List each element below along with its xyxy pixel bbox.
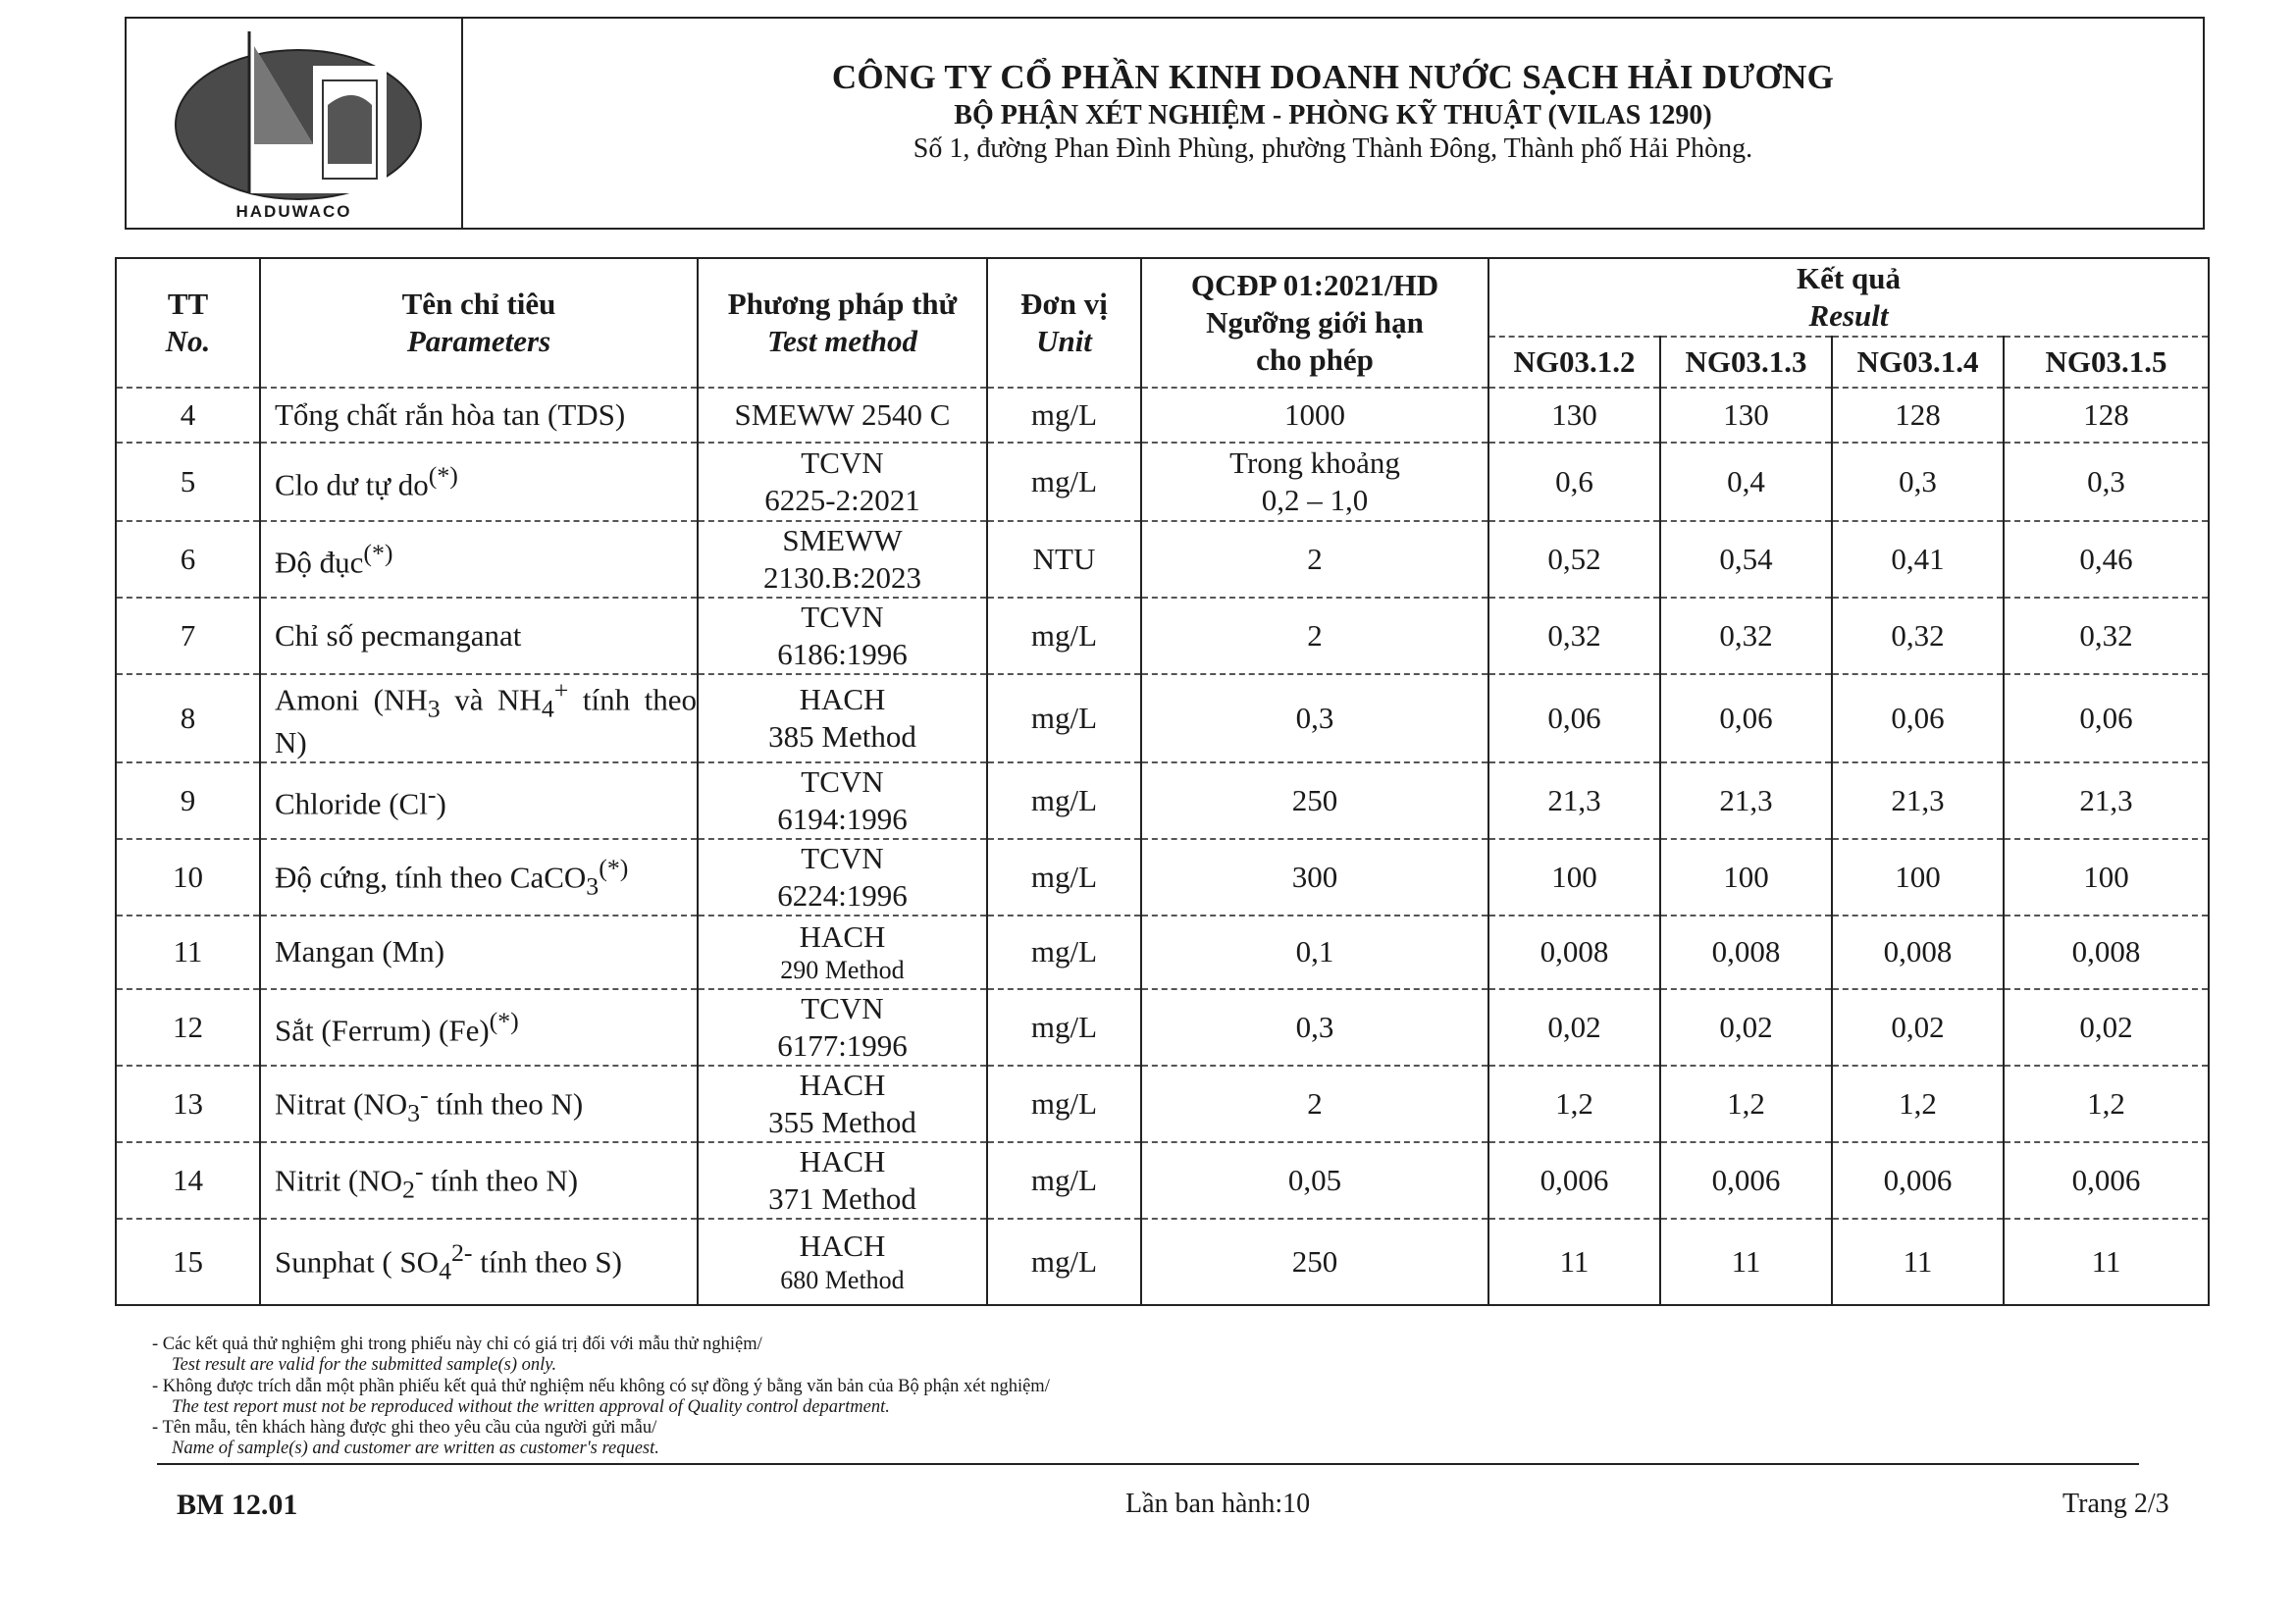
row-limit	[1141, 916, 1488, 989]
row-limit	[1141, 762, 1488, 839]
col-header-no: TT No.	[116, 258, 260, 388]
table-row	[116, 388, 2209, 443]
result-cell: 0,41	[1832, 521, 2004, 598]
result-cell: 0,32	[1488, 598, 1660, 674]
result-cell: 0,32	[1660, 598, 1832, 674]
page-number: Trang 2/3	[2062, 1489, 2169, 1519]
row-unit: mg/L	[987, 839, 1141, 916]
parameter-name: tính theo N)	[275, 682, 697, 760]
method-line: HACH	[799, 918, 886, 954]
row-method	[698, 674, 987, 762]
col-header-limit: QCĐP 01:2021/HD Ngưỡng giới hạn cho phép	[1141, 258, 1488, 388]
method-line: 371 Method	[768, 1180, 916, 1216]
footer-divider	[157, 1463, 2139, 1465]
row-method	[698, 1142, 987, 1219]
result-cell: 0,06	[1488, 674, 1660, 762]
result-cell: 0,3	[1832, 443, 2004, 521]
row-no: 9	[116, 762, 260, 839]
table-row	[116, 598, 2209, 674]
limit-line: 300	[1291, 859, 1338, 894]
result-cell: 0,02	[1660, 989, 1832, 1066]
result-cell: 21,3	[1660, 762, 1832, 839]
superscript: -	[427, 779, 437, 809]
notes-block	[152, 1335, 1526, 1460]
subscript: 3	[427, 694, 441, 723]
subscript: 3	[586, 871, 600, 901]
method-line: SMEWW 2540 C	[734, 397, 951, 433]
method-line: 290 Method	[780, 956, 905, 985]
method-line: 2130.B:2023	[762, 560, 922, 595]
limit-line: 0,1	[1295, 934, 1334, 969]
row-no: 5	[116, 443, 260, 521]
footnote-mark: (*)	[489, 1006, 519, 1035]
footnote-mark: (*)	[428, 460, 458, 490]
result-cell: 0,006	[1832, 1142, 2004, 1219]
limit-line: 250	[1291, 782, 1338, 817]
row-limit	[1141, 1219, 1488, 1305]
parameter-name: )	[436, 786, 446, 821]
table-row	[116, 443, 2209, 521]
row-unit: NTU	[987, 521, 1141, 598]
row-no: 8	[116, 674, 260, 762]
method-line: 385 Method	[768, 718, 916, 754]
col-header-parameters: Tên chỉ tiêu Parameters	[260, 258, 698, 388]
row-no: 10	[116, 839, 260, 916]
method-line: 6177:1996	[777, 1027, 908, 1063]
result-cell: 0,008	[1488, 916, 1660, 989]
result-cell: 0,008	[2004, 916, 2209, 989]
company-name: CÔNG TY CỔ PHẦN KINH DOANH NƯỚC SẠCH HẢI DƯƠNG	[831, 58, 1835, 96]
result-cell: 0,46	[2004, 521, 2209, 598]
parameter-name: Amoni (NH	[275, 682, 428, 717]
result-cell: 0,4	[1660, 443, 1832, 521]
col-header-unit: Đơn vị Unit	[987, 258, 1141, 388]
footnote-mark: (*)	[363, 538, 393, 567]
result-cell: 0,02	[1488, 989, 1660, 1066]
result-cell: 0,54	[1660, 521, 1832, 598]
row-parameter	[260, 1066, 698, 1142]
row-parameter	[260, 762, 698, 839]
limit-line: Trong khoảng	[1229, 445, 1400, 481]
method-line: TCVN	[801, 764, 884, 800]
note-text-vi: Các kết quả thử nghiệm ghi trong phiếu này chỉ có giá trị đối với mẫu thử nghiệm/	[162, 1335, 762, 1354]
parameter-name: Chloride (Cl	[275, 786, 428, 821]
result-cell: 0,3	[2004, 443, 2209, 521]
note-text-en: Name of sample(s) and customer are written as customer's request.	[172, 1439, 659, 1459]
row-unit: mg/L	[987, 388, 1141, 443]
result-cell: 21,3	[2004, 762, 2209, 839]
superscript: -	[420, 1079, 429, 1109]
table-row	[116, 1219, 2209, 1305]
superscript: +	[553, 676, 569, 705]
result-cell: 0,06	[2004, 674, 2209, 762]
row-no: 15	[116, 1219, 260, 1305]
row-unit: mg/L	[987, 598, 1141, 674]
issue-number: Lần ban hành:10	[1125, 1489, 1311, 1519]
row-parameter	[260, 839, 698, 916]
parameter-name: Clo dư tự do	[275, 467, 429, 502]
result-cell: 0,06	[1660, 674, 1832, 762]
result-cell: 21,3	[1488, 762, 1660, 839]
parameter-name: Nitrat (NO	[275, 1086, 408, 1122]
row-limit	[1141, 388, 1488, 443]
result-cell: 0,008	[1832, 916, 2004, 989]
note-item: - Tên mẫu, tên khách hàng được ghi theo yêu cầu của người gửi mẫu/ Name of sample(s) and customer are written as customer's request.	[152, 1418, 1526, 1460]
limit-line: 2	[1307, 542, 1323, 577]
row-parameter	[260, 598, 698, 674]
row-limit	[1141, 1066, 1488, 1142]
note-text-vi: Không được trích dẫn một phần phiếu kết quả thử nghiệm nếu không có sự đồng ý bằng văn bản của Bộ phận xét nghiệm/	[162, 1376, 1050, 1396]
result-cell: 0,52	[1488, 521, 1660, 598]
result-cell: 11	[2004, 1219, 2209, 1305]
parameter-name: Độ đục	[275, 545, 364, 580]
note-text-vi: Tên mẫu, tên khách hàng được ghi theo yêu cầu của người gửi mẫu/	[162, 1418, 657, 1439]
result-cell: 0,02	[2004, 989, 2209, 1066]
row-unit: mg/L	[987, 1219, 1141, 1305]
col-header-method: Phương pháp thử Test method	[698, 258, 987, 388]
row-method	[698, 1219, 987, 1305]
method-line: 6194:1996	[777, 801, 908, 836]
header-text-block	[463, 19, 2203, 165]
row-limit	[1141, 839, 1488, 916]
row-unit: mg/L	[987, 916, 1141, 989]
result-cell: 1,2	[1488, 1066, 1660, 1142]
note-text-en: Test result are valid for the submitted sample(s) only.	[172, 1355, 557, 1376]
parameter-name: Sắt (Ferrum) (Fe)	[275, 1013, 490, 1048]
result-cell: 11	[1660, 1219, 1832, 1305]
row-method	[698, 916, 987, 989]
result-cell: 130	[1660, 388, 1832, 443]
result-cell: 11	[1488, 1219, 1660, 1305]
parameter-name: Độ cứng, tính theo CaCO	[275, 860, 587, 895]
result-cell: 100	[1488, 839, 1660, 916]
row-unit: mg/L	[987, 1142, 1141, 1219]
row-no: 6	[116, 521, 260, 598]
result-cell: 128	[1832, 388, 2004, 443]
parameter-name: Chỉ số pecmanganat	[275, 618, 522, 654]
row-limit	[1141, 674, 1488, 762]
row-method	[698, 839, 987, 916]
row-method	[698, 388, 987, 443]
parameter-name: tính theo N)	[423, 1163, 579, 1198]
method-line: SMEWW	[782, 523, 903, 558]
row-limit	[1141, 1142, 1488, 1219]
table-row	[116, 521, 2209, 598]
result-cell: 100	[1832, 839, 2004, 916]
result-cell: 0,006	[1488, 1142, 1660, 1219]
parameter-name: Sunphat ( SO	[275, 1244, 440, 1280]
method-line: 355 Method	[768, 1104, 916, 1139]
parameter-name: tính theo S)	[472, 1244, 622, 1280]
company-address: Số 1, đường Phan Đình Phùng, phường Thành Đông, Thành phố Hải Phòng.	[913, 133, 1753, 164]
col-header-sample: NG03.1.5	[2004, 337, 2209, 388]
result-cell: 0,008	[1660, 916, 1832, 989]
result-cell: 0,6	[1488, 443, 1660, 521]
row-parameter	[260, 1219, 698, 1305]
col-header-sample: NG03.1.3	[1660, 337, 1832, 388]
method-line: TCVN	[801, 600, 884, 635]
row-parameter	[260, 1142, 698, 1219]
method-line: 680 Method	[780, 1265, 905, 1294]
row-unit: mg/L	[987, 762, 1141, 839]
row-parameter	[260, 989, 698, 1066]
col-header-sample: NG03.1.4	[1832, 337, 2004, 388]
results-table	[115, 257, 2210, 1306]
result-cell: 11	[1832, 1219, 2004, 1305]
method-line: TCVN	[801, 841, 884, 876]
result-cell: 0,06	[1832, 674, 2004, 762]
method-line: 6224:1996	[777, 877, 908, 913]
method-line: TCVN	[801, 445, 884, 481]
haduwaco-logo-icon	[156, 26, 441, 203]
method-line: 6225-2:2021	[764, 483, 920, 517]
table-row	[116, 674, 2209, 762]
col-header-result: Kết quả Result	[1488, 258, 2209, 337]
parameter-name: tính theo N)	[428, 1086, 584, 1122]
table-row	[116, 916, 2209, 989]
row-no: 13	[116, 1066, 260, 1142]
subscript: 4	[439, 1256, 451, 1285]
row-parameter	[260, 916, 698, 989]
superscript: -	[414, 1156, 424, 1185]
row-no: 4	[116, 388, 260, 443]
method-line: HACH	[799, 1144, 886, 1179]
row-method	[698, 598, 987, 674]
note-item: - Không được trích dẫn một phần phiếu kết quả thử nghiệm nếu không có sự đồng ý bằng văn bản của Bộ phận xét nghiệm/ The test report must not be reproduced without the written approval of Quality control department.	[152, 1377, 1526, 1419]
row-parameter	[260, 674, 698, 762]
row-parameter	[260, 443, 698, 521]
row-limit	[1141, 598, 1488, 674]
note-text-en: The test report must not be reproduced without the written approval of Quality control department.	[172, 1396, 890, 1417]
limit-line: 0,3	[1295, 1009, 1334, 1044]
result-cell: 21,3	[1832, 762, 2004, 839]
row-limit	[1141, 443, 1488, 521]
parameter-name: Mangan (Mn)	[275, 934, 445, 969]
method-line: HACH	[799, 1229, 886, 1264]
row-no: 12	[116, 989, 260, 1066]
result-cell: 0,32	[1832, 598, 2004, 674]
result-cell: 130	[1488, 388, 1660, 443]
limit-line: 0,3	[1295, 701, 1334, 735]
method-line: 6186:1996	[777, 637, 908, 671]
department-name: BỘ PHẬN XÉT NGHIỆM - PHÒNG KỸ THUẬT (VILAS 1290)	[954, 100, 1712, 131]
table-row	[116, 1142, 2209, 1219]
row-parameter	[260, 388, 698, 443]
superscript: 2-	[451, 1237, 473, 1267]
result-cell: 1,2	[2004, 1066, 2209, 1142]
method-line: HACH	[799, 682, 886, 717]
result-cell: 100	[2004, 839, 2209, 916]
form-code: BM 12.01	[177, 1489, 298, 1521]
result-cell: 128	[2004, 388, 2209, 443]
row-no: 7	[116, 598, 260, 674]
result-cell: 1,2	[1832, 1066, 2004, 1142]
row-method	[698, 521, 987, 598]
limit-line: 250	[1291, 1243, 1338, 1279]
result-cell: 0,02	[1832, 989, 2004, 1066]
row-no: 11	[116, 916, 260, 989]
limit-line: 0,2 – 1,0	[1261, 483, 1369, 517]
row-unit: mg/L	[987, 674, 1141, 762]
row-no: 14	[116, 1142, 260, 1219]
logo-wordmark: HADUWACO	[235, 202, 352, 221]
result-cell: 100	[1660, 839, 1832, 916]
col-header-sample: NG03.1.2	[1488, 337, 1660, 388]
document-header	[125, 17, 2205, 230]
row-unit: mg/L	[987, 1066, 1141, 1142]
method-line: HACH	[799, 1068, 886, 1103]
result-cell: 1,2	[1660, 1066, 1832, 1142]
row-method	[698, 1066, 987, 1142]
row-parameter	[260, 521, 698, 598]
table-row	[116, 839, 2209, 916]
row-method	[698, 989, 987, 1066]
row-method	[698, 762, 987, 839]
company-logo	[127, 19, 463, 228]
limit-line: 2	[1307, 618, 1323, 654]
row-method	[698, 443, 987, 521]
subscript: 2	[402, 1175, 415, 1204]
result-cell: 0,006	[2004, 1142, 2209, 1219]
note-item: - Các kết quả thử nghiệm ghi trong phiếu này chỉ có giá trị đối với mẫu thử nghiệm/ Test result are valid for the submitted sample(s) only.	[152, 1335, 1526, 1377]
table-row	[116, 762, 2209, 839]
parameter-name: và NH	[440, 682, 542, 717]
row-limit	[1141, 521, 1488, 598]
result-cell: 0,32	[2004, 598, 2209, 674]
result-cell: 0,006	[1660, 1142, 1832, 1219]
header-row-1	[116, 258, 2209, 337]
row-unit: mg/L	[987, 989, 1141, 1066]
subscript: 3	[407, 1098, 421, 1127]
row-limit	[1141, 989, 1488, 1066]
limit-line: 2	[1307, 1085, 1323, 1121]
limit-line: 1000	[1284, 397, 1345, 433]
table-row	[116, 1066, 2209, 1142]
parameter-name: Nitrit (NO	[275, 1163, 403, 1198]
subscript: 4	[541, 694, 554, 723]
parameter-name: Tổng chất rắn hòa tan (TDS)	[275, 397, 626, 433]
method-line: TCVN	[801, 991, 884, 1026]
limit-line: 0,05	[1287, 1162, 1342, 1197]
row-unit: mg/L	[987, 443, 1141, 521]
table-row	[116, 989, 2209, 1066]
superscript: (*)	[599, 853, 629, 882]
